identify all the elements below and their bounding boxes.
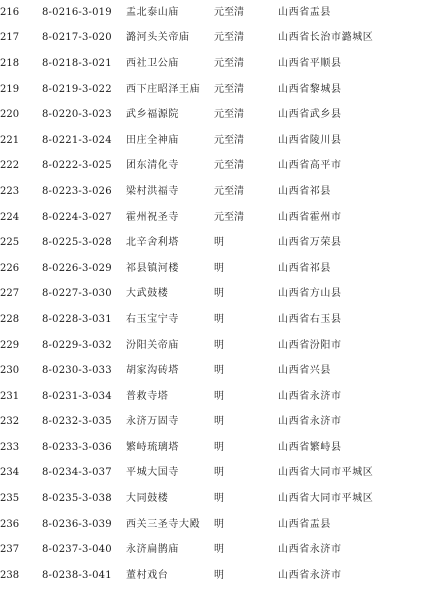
table-row [0,333,423,359]
era-cell: 明 [214,262,224,274]
table-row [0,486,423,512]
location-cell: 山西省汾阳市 [278,339,342,351]
serial-number-cell: 227 [0,288,20,300]
heritage-code-cell: 8-0234-3-037 [42,467,112,479]
site-name-cell: 永济万固寺 [126,416,179,428]
site-name-cell: 繁峙琉璃塔 [126,441,179,453]
era-cell: 元至清 [214,185,244,197]
era-cell: 元至清 [214,160,244,172]
site-name-cell: 盂北泰山庙 [126,6,179,18]
serial-number-cell: 216 [0,6,20,18]
heritage-code-cell: 8-0236-3-039 [42,518,112,530]
heritage-code-cell: 8-0235-3-038 [42,493,112,505]
site-name-cell: 西关三圣寺大殿 [126,518,201,530]
serial-number-cell: 237 [0,544,20,556]
era-cell: 明 [214,518,224,530]
heritage-code-cell: 8-0216-3-019 [42,6,112,18]
era-cell: 明 [214,493,224,505]
heritage-code-cell: 8-0228-3-031 [42,313,112,325]
site-name-cell: 霍州祝圣寺 [126,211,179,223]
site-name-cell: 平城大国寺 [126,467,179,479]
heritage-code-cell: 8-0217-3-020 [42,32,112,44]
table-row [0,358,423,384]
heritage-code-cell: 8-0237-3-040 [42,544,112,556]
table-row [0,461,423,487]
location-cell: 山西省永济市 [278,416,342,428]
site-name-cell: 团东清化寺 [126,160,179,172]
era-cell: 元至清 [214,57,244,69]
table-row [0,384,423,410]
serial-number-cell: 217 [0,32,20,44]
table-row [0,282,423,308]
location-cell: 山西省万荣县 [278,237,342,249]
site-name-cell: 永济扁鹊庙 [126,544,179,556]
heritage-code-cell: 8-0232-3-035 [42,416,112,428]
location-cell: 山西省霍州市 [278,211,342,223]
serial-number-cell: 220 [0,109,20,121]
site-name-cell: 大同鼓楼 [126,493,169,505]
serial-number-cell: 233 [0,441,20,453]
table-row [0,256,423,282]
location-cell: 山西省大同市平城区 [278,467,374,479]
era-cell: 明 [214,390,224,402]
location-cell: 山西省武乡县 [278,109,342,121]
site-name-cell: 大武鼓楼 [126,288,169,300]
heritage-code-cell: 8-0221-3-024 [42,134,112,146]
serial-number-cell: 223 [0,185,20,197]
serial-number-cell: 222 [0,160,20,172]
heritage-code-cell: 8-0230-3-033 [42,365,112,377]
era-cell: 元至清 [214,211,244,223]
serial-number-cell: 235 [0,493,20,505]
heritage-code-cell: 8-0238-3-041 [42,569,112,581]
serial-number-cell: 230 [0,365,20,377]
location-cell: 山西省平顺县 [278,57,342,69]
heritage-code-cell: 8-0219-3-022 [42,83,112,95]
serial-number-cell: 232 [0,416,20,428]
era-cell: 明 [214,365,224,377]
table-row [0,537,423,563]
serial-number-cell: 236 [0,518,20,530]
era-cell: 元至清 [214,83,244,95]
location-cell: 山西省祁县 [278,262,331,274]
site-name-cell: 田庄全神庙 [126,134,179,146]
location-cell: 山西省黎城县 [278,83,342,95]
table-row [0,563,423,589]
site-name-cell: 北辛舍利塔 [126,237,179,249]
table-row [0,410,423,436]
heritage-code-cell: 8-0223-3-026 [42,185,112,197]
era-cell: 明 [214,544,224,556]
site-name-cell: 汾阳关帝庙 [126,339,179,351]
location-cell: 山西省兴县 [278,365,331,377]
table-row [0,128,423,154]
table-row [0,230,423,256]
location-cell: 山西省陵川县 [278,134,342,146]
serial-number-cell: 219 [0,83,20,95]
location-cell: 山西省繁峙县 [278,441,342,453]
era-cell: 明 [214,288,224,300]
site-name-cell: 西社卫公庙 [126,57,179,69]
serial-number-cell: 218 [0,57,20,69]
location-cell: 山西省大同市平城区 [278,493,374,505]
location-cell: 山西省盂县 [278,518,331,530]
heritage-code-cell: 8-0229-3-032 [42,339,112,351]
heritage-code-cell: 8-0231-3-034 [42,390,112,402]
serial-number-cell: 221 [0,134,20,146]
heritage-code-cell: 8-0227-3-030 [42,288,112,300]
table-row [0,26,423,52]
table-row [0,179,423,205]
era-cell: 明 [214,339,224,351]
heritage-code-cell: 8-0224-3-027 [42,211,112,223]
heritage-code-cell: 8-0222-3-025 [42,160,112,172]
table-row [0,154,423,180]
table-row [0,51,423,77]
era-cell: 明 [214,313,224,325]
table-row [0,512,423,538]
serial-number-cell: 238 [0,569,20,581]
location-cell: 山西省永济市 [278,544,342,556]
era-cell: 明 [214,237,224,249]
site-name-cell: 西下庄昭泽王庙 [126,83,201,95]
site-name-cell: 武乡福源院 [126,109,179,121]
heritage-code-cell: 8-0233-3-036 [42,441,112,453]
heritage-code-cell: 8-0218-3-021 [42,57,112,69]
location-cell: 山西省永济市 [278,390,342,402]
heritage-code-cell: 8-0226-3-029 [42,262,112,274]
era-cell: 明 [214,441,224,453]
table-row [0,102,423,128]
site-name-cell: 潞河头关帝庙 [126,32,190,44]
table-row [0,205,423,231]
location-cell: 山西省右玉县 [278,313,342,325]
serial-number-cell: 234 [0,467,20,479]
table-row [0,307,423,333]
era-cell: 元至清 [214,6,244,18]
serial-number-cell: 225 [0,237,20,249]
heritage-code-cell: 8-0225-3-028 [42,237,112,249]
site-name-cell: 董村戏台 [126,569,169,581]
location-cell: 山西省祁县 [278,185,331,197]
serial-number-cell: 228 [0,313,20,325]
location-cell: 山西省盂县 [278,6,331,18]
heritage-code-cell: 8-0220-3-023 [42,109,112,121]
table-row [0,77,423,103]
site-name-cell: 右玉宝宁寺 [126,313,179,325]
serial-number-cell: 224 [0,211,20,223]
era-cell: 元至清 [214,32,244,44]
location-cell: 山西省方山县 [278,288,342,300]
era-cell: 明 [214,569,224,581]
site-name-cell: 梁村洪福寺 [126,185,179,197]
site-name-cell: 普救寺塔 [126,390,169,402]
serial-number-cell: 231 [0,390,20,402]
serial-number-cell: 229 [0,339,20,351]
era-cell: 元至清 [214,109,244,121]
site-name-cell: 祁县镇河楼 [126,262,179,274]
location-cell: 山西省高平市 [278,160,342,172]
site-name-cell: 胡家沟砖塔 [126,365,179,377]
table-row [0,435,423,461]
location-cell: 山西省长治市潞城区 [278,32,374,44]
table-row [0,0,423,26]
location-cell: 山西省永济市 [278,569,342,581]
era-cell: 明 [214,467,224,479]
era-cell: 明 [214,416,224,428]
era-cell: 元至清 [214,134,244,146]
serial-number-cell: 226 [0,262,20,274]
